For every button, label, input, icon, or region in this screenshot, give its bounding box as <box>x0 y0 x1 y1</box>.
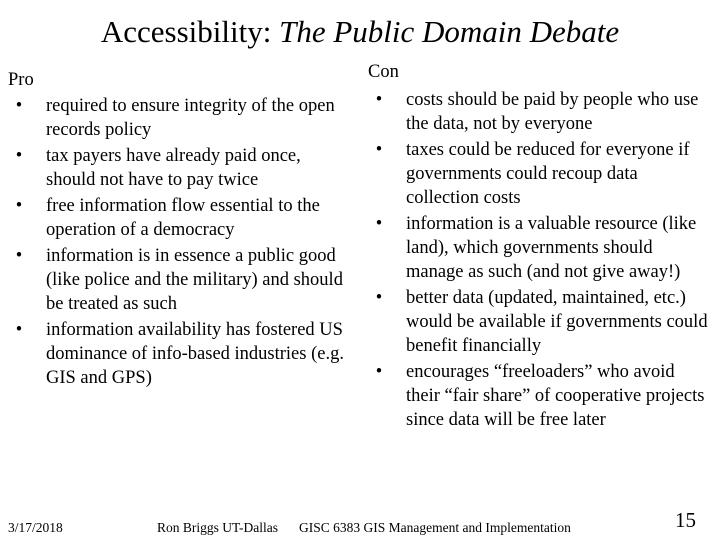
list-item <box>368 212 713 284</box>
list-item <box>368 286 713 358</box>
pro-item-text: information availability has fostered US dominance of info-based industries (e.g. GIS and GPS) <box>46 320 344 388</box>
page-number: 15 <box>675 508 696 532</box>
con-column <box>368 60 713 434</box>
pro-heading: Pro <box>8 70 34 90</box>
footer-date: 3/17/2018 <box>8 520 63 535</box>
con-item-text: better data (updated, maintained, etc.) would be available if governments could benefit financially <box>406 288 708 356</box>
footer-author: Ron Briggs UT-Dallas <box>157 520 278 535</box>
con-item-text: information is a valuable resource (like land), which governments should manage as such (and not give away!) <box>406 214 697 282</box>
con-item-text: costs should be paid by people who use the data, not by everyone <box>406 90 699 134</box>
pro-item-text: tax payers have already paid once, should not have to pay twice <box>46 146 301 190</box>
bullet-icon: • <box>375 90 383 110</box>
list-item <box>8 194 353 242</box>
bullet-icon: • <box>15 320 23 340</box>
con-heading: Con <box>368 62 399 82</box>
con-list <box>368 88 713 432</box>
pro-column <box>8 68 353 392</box>
pro-item-text: free information flow essential to the operation of a democracy <box>46 196 320 240</box>
con-item-text: taxes could be reduced for everyone if governments could recoup data collection costs <box>406 140 690 208</box>
con-item-text: encourages “freeloaders” who avoid their “fair share” of cooperative projects since data will be free later <box>406 362 705 430</box>
list-item <box>368 138 713 210</box>
pro-item-text: required to ensure integrity of the open records policy <box>46 96 335 140</box>
bullet-icon: • <box>375 362 383 382</box>
bullet-icon: • <box>375 214 383 234</box>
slide-title <box>0 12 720 52</box>
bullet-icon: • <box>375 140 383 160</box>
pro-item-text: information is in essence a public good (like police and the military) and should be treated as such <box>46 246 343 314</box>
slide-title-prefix: Accessibility: <box>100 14 280 49</box>
list-item <box>8 244 353 316</box>
bullet-icon: • <box>15 196 23 216</box>
bullet-icon: • <box>375 288 383 308</box>
footer-course: GISC 6383 GIS Management and Implementation <box>299 520 571 535</box>
pro-list <box>8 94 353 390</box>
list-item <box>8 94 353 142</box>
list-item <box>8 144 353 192</box>
list-item <box>368 360 713 432</box>
list-item <box>368 88 713 136</box>
bullet-icon: • <box>15 246 23 266</box>
bullet-icon: • <box>15 96 23 116</box>
list-item <box>8 318 353 390</box>
slide-title-emphasis: The Public Domain Debate <box>279 14 620 49</box>
bullet-icon: • <box>15 146 23 166</box>
